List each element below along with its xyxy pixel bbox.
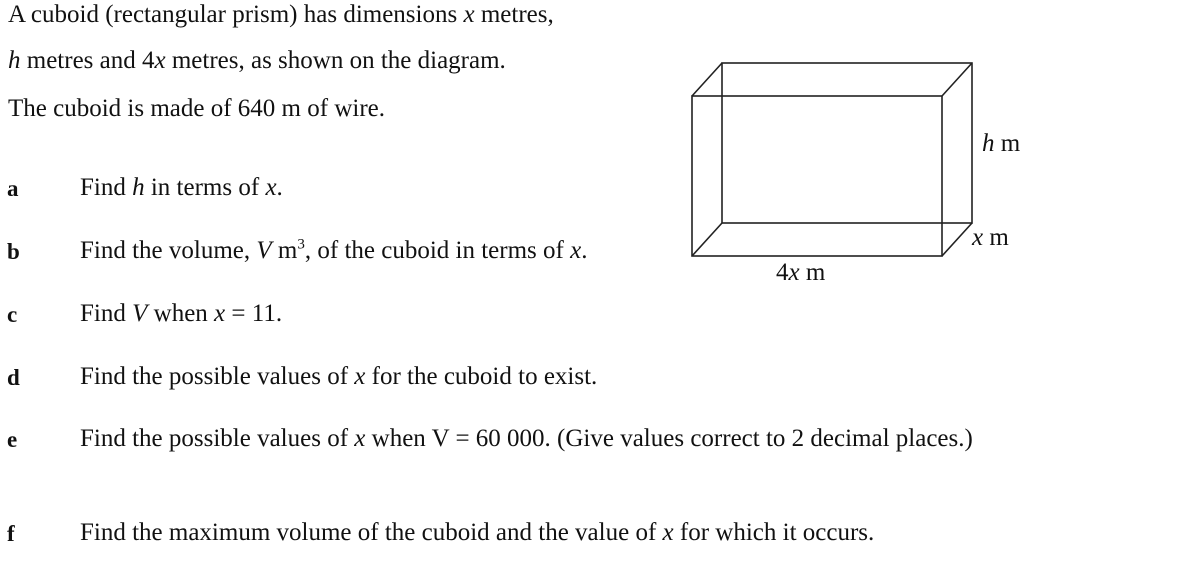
question-label-a: a xyxy=(7,176,19,201)
question-d-part-1: x xyxy=(354,363,366,390)
question-c-part-2: when xyxy=(147,300,215,327)
cuboid-back-face xyxy=(722,63,972,223)
cuboid-edge-top-right xyxy=(942,63,972,96)
question-b-part-5: x xyxy=(570,237,582,264)
question-c-part-0: Find xyxy=(80,300,133,327)
intro-line-2-mid: metres and 4 xyxy=(20,47,155,74)
question-f-part-2: for which it occurs. xyxy=(673,519,875,546)
question-label-f: f xyxy=(7,521,15,546)
question-a-part-1: h xyxy=(132,174,145,201)
intro-line-3: The cuboid is made of 640 m of wire. xyxy=(8,95,385,122)
question-c-part-1: V xyxy=(132,300,148,327)
question-b-part-2: m xyxy=(271,237,298,264)
dimension-4x-pre: 4 xyxy=(776,259,789,286)
dimension-label-h xyxy=(982,130,1020,158)
intro-line-2-var-h: h xyxy=(8,47,21,74)
cuboid-edge-bottom-right xyxy=(942,223,972,256)
dimension-h-var: h xyxy=(982,130,995,157)
question-f-part-0: Find the maximum volume of the cuboid and the value of xyxy=(80,519,663,546)
dimension-x-var: x xyxy=(972,224,984,251)
question-b-part-0: Find the volume, xyxy=(80,237,257,264)
intro-line-1-var: x xyxy=(463,1,475,28)
question-f-part-1: x xyxy=(662,519,674,546)
dimension-label-x xyxy=(972,224,1009,252)
question-d-part-2: for the cuboid to exist. xyxy=(365,363,598,390)
dimension-label-4x xyxy=(776,259,825,287)
intro-line-2-var-x: x xyxy=(154,47,166,74)
cuboid-front-face xyxy=(692,96,942,256)
question-e-part-0: Find the possible values of xyxy=(80,425,355,452)
question-d-part-0: Find the possible values of xyxy=(80,363,355,390)
intro-line-1-post: metres, xyxy=(474,1,554,28)
dimension-h-unit: m xyxy=(994,130,1021,157)
intro-line-2-post: metres, as shown on the diagram. xyxy=(165,47,506,74)
question-c-part-3: x xyxy=(214,300,226,327)
question-label-b: b xyxy=(7,239,20,264)
question-e-part-2: when V = 60 000. (Give values correct to 2 decimal places.) xyxy=(365,425,973,452)
question-b-part-3: 3 xyxy=(297,236,305,253)
dimension-4x-unit: m xyxy=(799,259,826,286)
cuboid-edge-top-left xyxy=(692,63,722,96)
dimension-x-unit: m xyxy=(983,224,1009,251)
question-a-part-0: Find xyxy=(80,174,133,201)
question-label-d: d xyxy=(7,365,20,390)
question-e-part-1: x xyxy=(354,425,366,452)
question-label-e: e xyxy=(7,427,18,452)
question-c-part-4: = 11. xyxy=(225,300,283,327)
question-a-part-2: in terms of xyxy=(144,174,266,201)
question-b-part-6: . xyxy=(581,237,588,264)
question-a-part-3: x xyxy=(265,174,277,201)
question-label-c: c xyxy=(7,302,18,327)
question-a-part-4: . xyxy=(276,174,283,201)
intro-line-1-pre: A cuboid (rectangular prism) has dimensions xyxy=(8,1,464,28)
question-b-part-4: , of the cuboid in terms of xyxy=(304,237,571,264)
dimension-4x-var: x xyxy=(788,259,800,286)
cuboid-edge-bottom-left xyxy=(692,223,722,256)
question-b-part-1: V xyxy=(256,237,272,264)
